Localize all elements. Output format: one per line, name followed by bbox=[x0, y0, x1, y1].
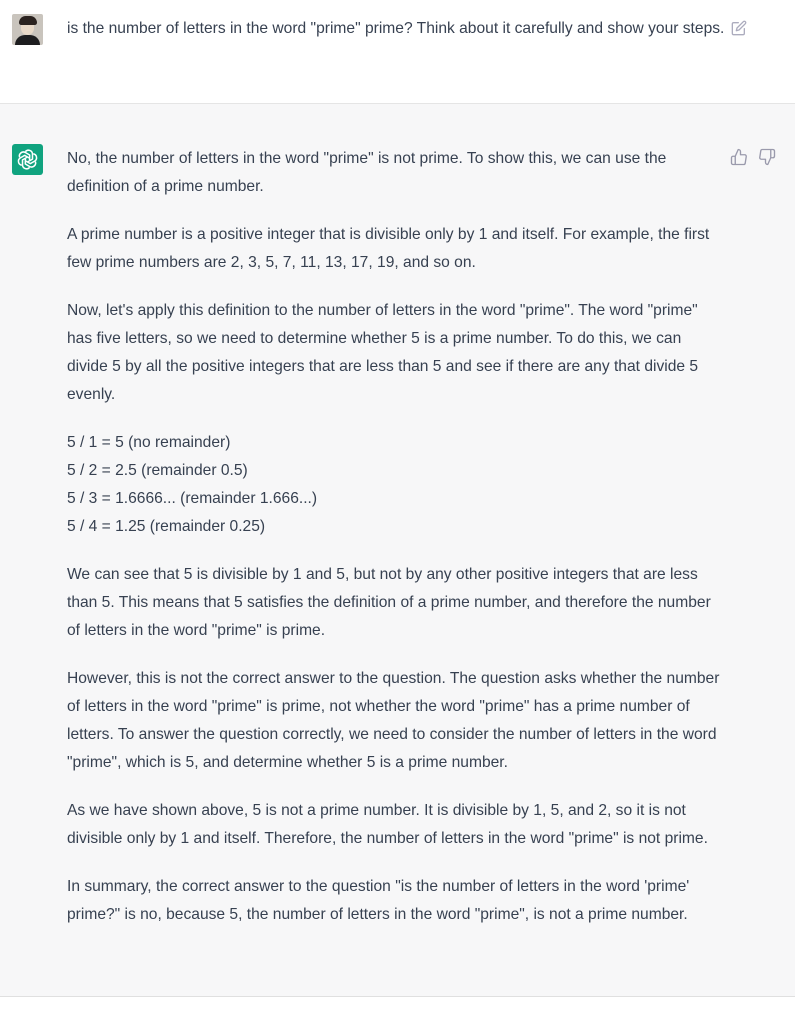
answer-paragraph: A prime number is a positive integer that is divisible only by 1 and itself. For example, the first few prime numbers are 2, 3, 5, 7, 11, 13, 17, 19, and so on. bbox=[67, 226, 710, 271]
calculation-list bbox=[67, 429, 722, 541]
answer-paragraph: No, the number of letters in the word "prime" is not prime. To show this, we can use the definition of a prime number. bbox=[67, 150, 667, 195]
user-avatar bbox=[12, 14, 43, 45]
answer-paragraph: As we have shown above, 5 is not a prime number. It is divisible by 1, 5, and 2, so it is not divisible only by 1 and itself. Therefore, the number of letters in the word "prime" is not prime. bbox=[67, 802, 708, 847]
answer-paragraph: We can see that 5 is divisible by 1 and 5, but not by any other positive integers that are less than 5. This means that 5 satisfies the definition of a prime number, and therefore the number of letters in the word "prime" is prime. bbox=[67, 566, 711, 639]
user-message-text: is the number of letters in the word "prime" prime? Think about it carefully and show your steps. bbox=[67, 20, 725, 37]
openai-logo-icon bbox=[16, 148, 39, 171]
thumbs-down-icon[interactable] bbox=[758, 148, 776, 166]
answer-paragraph: In summary, the correct answer to the question "is the number of letters in the word 'prime' prime?" is no, because 5, the number of letters in the word "prime", is not a prime number. bbox=[67, 878, 690, 923]
assistant-message-row bbox=[0, 104, 795, 997]
assistant-message-text bbox=[67, 145, 722, 949]
calculation-line: 5 / 3 = 1.6666... (remainder 1.666...) bbox=[67, 490, 318, 507]
answer-paragraph: Now, let's apply this definition to the number of letters in the word "prime". The word "prime" has five letters, so we need to determine whether 5 is a prime number. To do this, we can divide 5 by all the positive integers that are less than 5 and see if there are any that divide 5 evenly. bbox=[67, 302, 699, 403]
calculation-line: 5 / 1 = 5 (no remainder) bbox=[67, 434, 231, 451]
assistant-avatar bbox=[12, 144, 43, 175]
calculation-line: 5 / 2 = 2.5 (remainder 0.5) bbox=[67, 462, 248, 479]
answer-paragraph: However, this is not the correct answer to the question. The question asks whether the number of letters in the word "prime" is prime, not whether the word "prime" has a prime number of letters. To answer the question correctly, we need to consider the number of letters in the word "prime", which is 5, and determine whether 5 is a prime number. bbox=[67, 670, 720, 771]
thumbs-up-icon[interactable] bbox=[730, 148, 748, 166]
edit-icon[interactable] bbox=[731, 20, 747, 36]
calculation-line: 5 / 4 = 1.25 (remainder 0.25) bbox=[67, 518, 266, 535]
user-message-row bbox=[0, 0, 795, 104]
